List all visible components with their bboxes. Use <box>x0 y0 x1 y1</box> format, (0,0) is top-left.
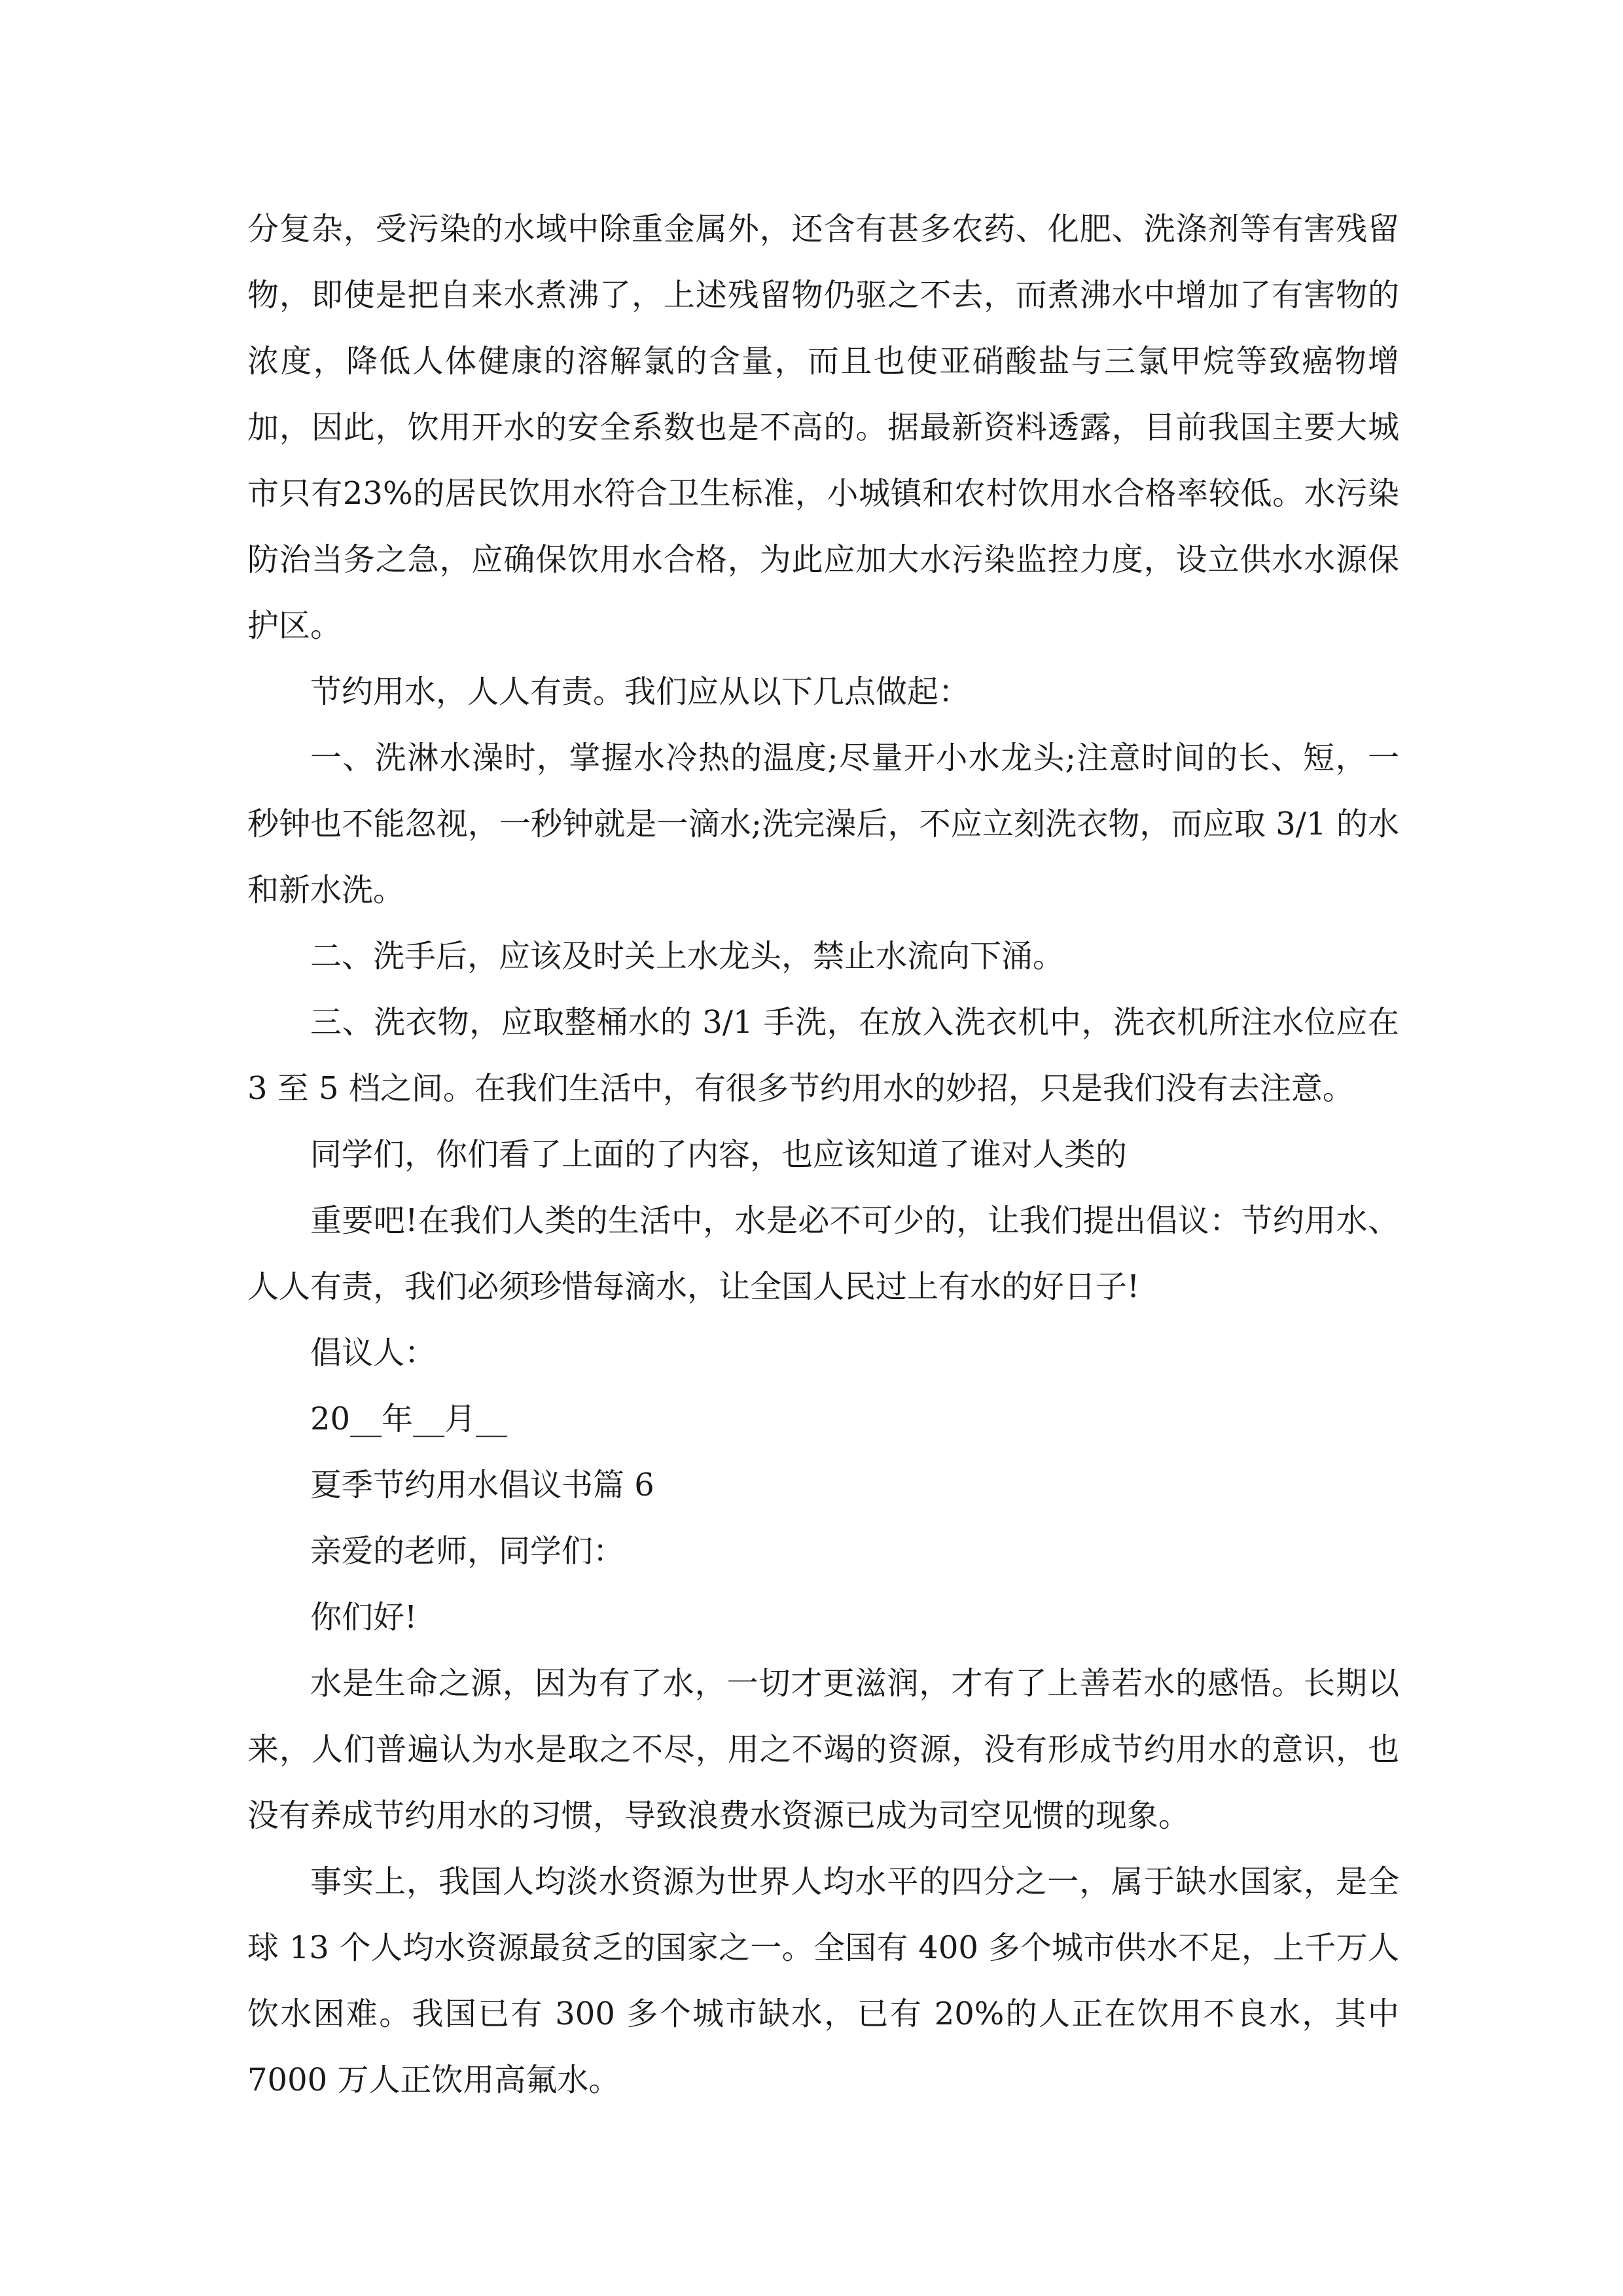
paragraph-proposal: 重要吧!在我们人类的生活中，水是必不可少的，让我们提出倡议：节约用水、人人有责，我们必须珍惜每滴水，让全国人民过上有水的好日子! <box>247 1202 1399 1305</box>
paragraph-save-water-intro: 节约用水，人人有责。我们应从以下几点做起： <box>310 673 971 710</box>
section-title: 夏季节约用水倡议书篇 6 <box>310 1467 654 1503</box>
paragraph-water-source-of-life: 水是生命之源，因为有了水，一切才更滋润，才有了上善若水的感悟。长期以来，人们普遍认为水是取之不尽，用之不竭的资源，没有形成节约用水的意识，也没有养成节约用水的习惯，导致浪费水资源已成为司空见惯的现象。 <box>247 1665 1399 1834</box>
paragraph-classmates: 同学们，你们看了上面的了内容，也应该知道了谁对人类的 <box>310 1136 1128 1173</box>
paragraph-water-shortage-facts: 事实上，我国人均淡水资源为世界人均水平的四分之一，属于缺水国家，是全球 13 个人均水资源最贫乏的国家之一。全国有 400 多个城市供水不足，上千万人饮水困难。我国已有 300 多个城市缺水，已有 20%的人正在饮用不良水，其中 7000 万人正饮用高氟水。 <box>247 1863 1399 2098</box>
paragraph-point-two-handwash: 二、洗手后，应该及时关上水龙头，禁止水流向下涌。 <box>310 938 1065 975</box>
greeting: 你们好! <box>310 1599 418 1636</box>
signature-proposer: 倡议人： <box>310 1335 437 1371</box>
paragraph-point-one-shower: 一、洗淋水澡时，掌握水冷热的温度;尽量开小水龙头;注意时间的长、短，一秒钟也不能忽视，一秒钟就是一滴水;洗完澡后，不应立刻洗衣物，而应取 3/1 的水和新水洗。 <box>247 740 1399 908</box>
paragraph-point-three-laundry: 三、洗衣物，应取整桶水的 3/1 手洗，在放入洗衣机中，洗衣机所注水位应在 3 至 5 档之间。在我们生活中，有很多节约用水的妙招，只是我们没有去注意。 <box>247 1004 1399 1107</box>
salutation: 亲爱的老师，同学们： <box>310 1533 625 1570</box>
paragraph-water-pollution: 分复杂，受污染的水域中除重金属外，还含有甚多农药、化肥、洗涤剂等有害残留物，即使是把自来水煮沸了，上述残留物仍驱之不去，而煮沸水中增加了有害物的浓度，降低人体健康的溶解氯的含量，而且也使亚硝酸盐与三氯甲烷等致癌物增加，因此，饮用开水的安全系数也是不高的。据最新资料透露，目前我国主要大城市只有23%的居民饮用水符合卫生标准，小城镇和农村饮用水合格率较低。水污染防治当务之急，应确保饮用水合格，为此应加大水污染监控力度，设立供水水源保护区。 <box>247 211 1399 644</box>
document-body <box>247 196 1399 2113</box>
signature-date: 20__年__月__ <box>310 1401 508 1437</box>
